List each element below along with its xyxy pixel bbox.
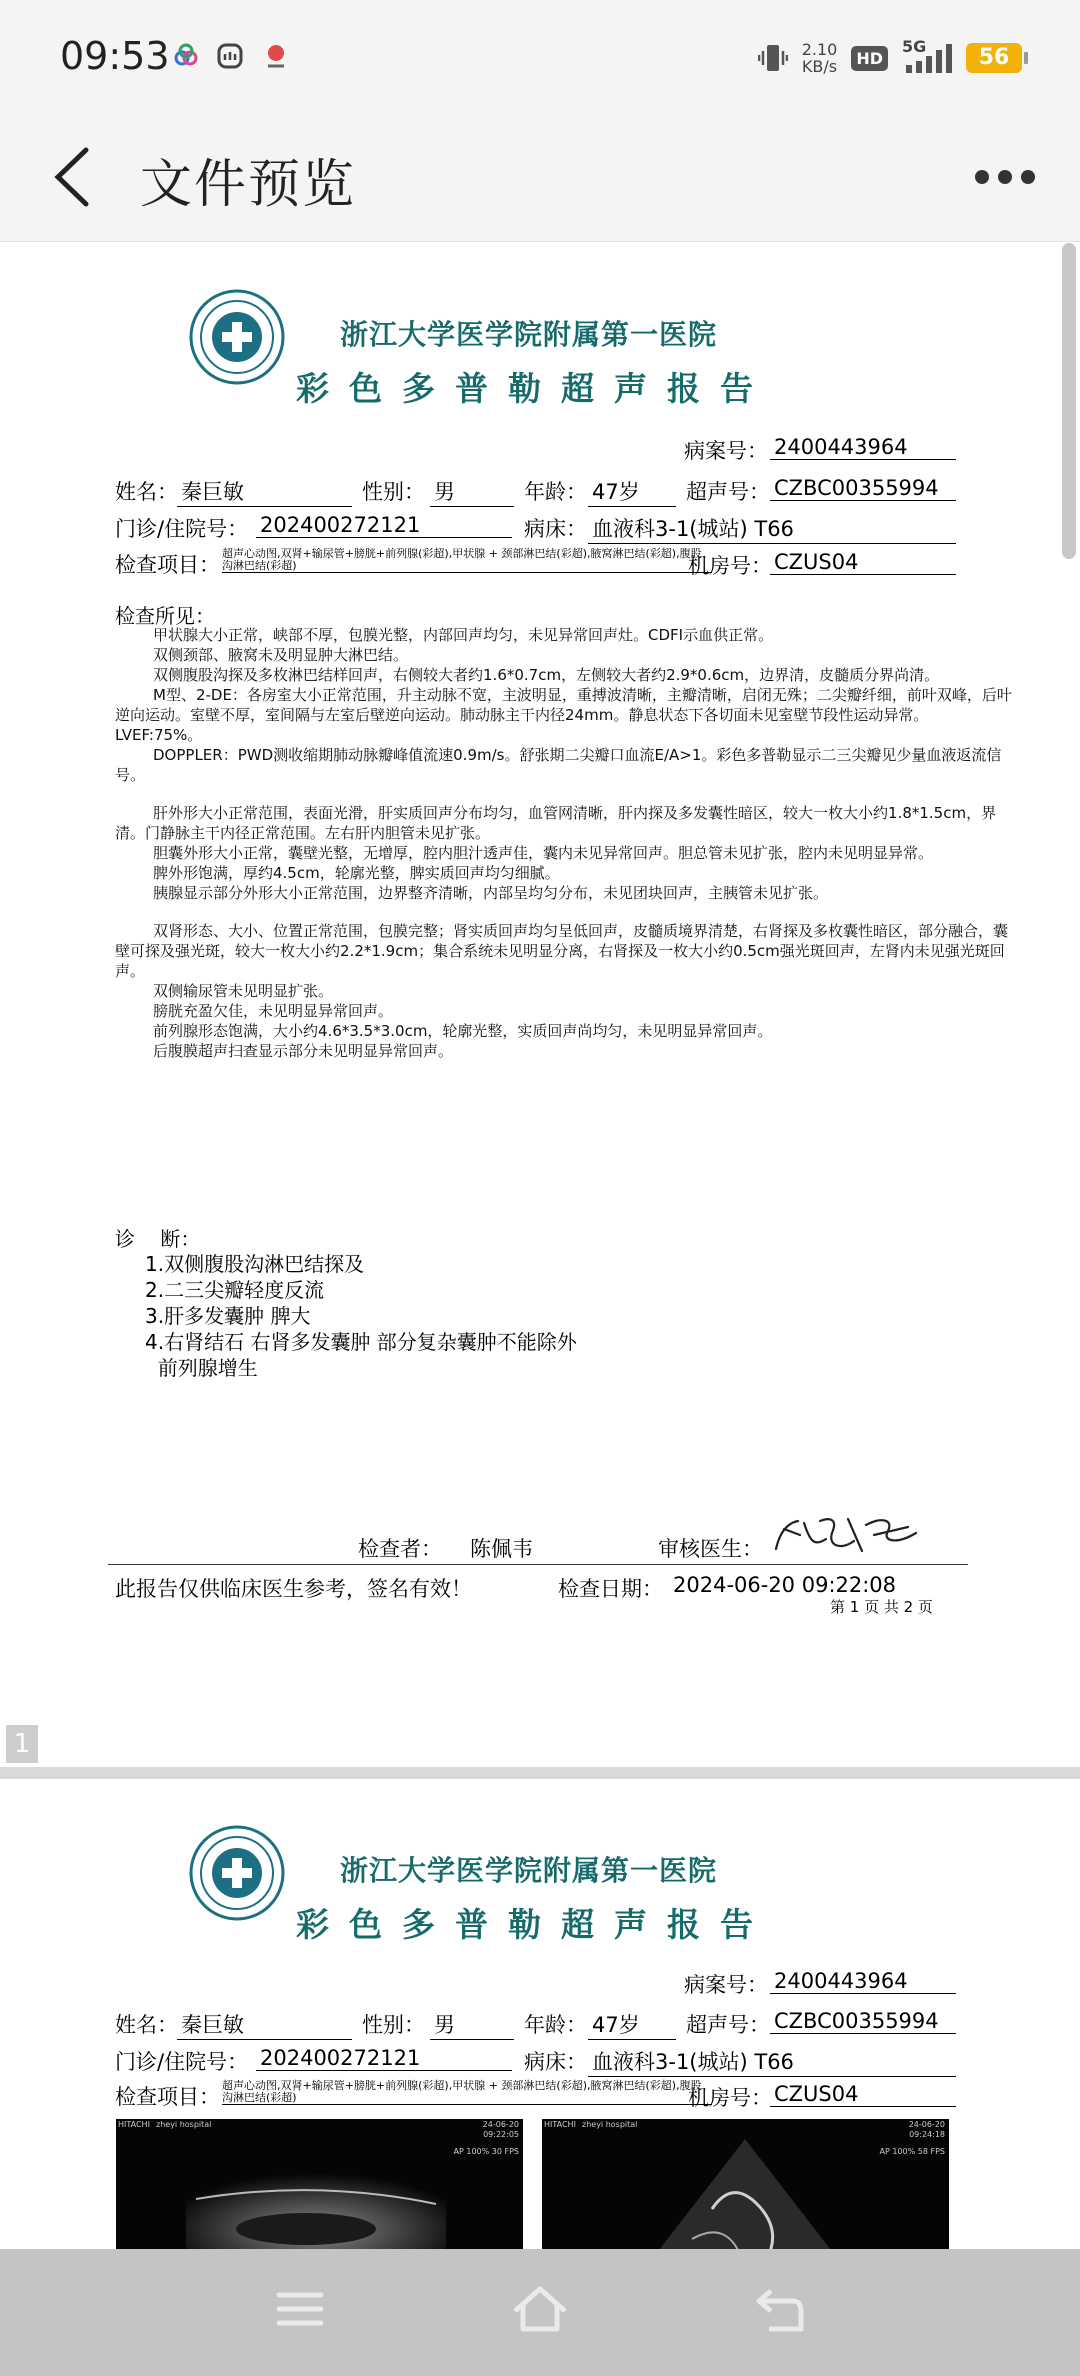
- vibrate-icon: [758, 41, 788, 75]
- home-nav-button[interactable]: [505, 2279, 575, 2339]
- us-no-value: CZBC00355994: [770, 476, 956, 501]
- exam-date-label: 检查日期：: [558, 1577, 663, 1601]
- reviewer-label: 审核医生：: [658, 1537, 763, 1561]
- exam-date-value: 2024-06-20 09:22:08: [673, 1573, 897, 1597]
- diagnosis-item: 前列腺增生: [145, 1356, 258, 1380]
- findings-paragraph: 前列腺形态饱满，大小约4.6*3.5*3.0cm，轮廓光整，实质回声尚均匀，未见明显异常回声。: [153, 1022, 773, 1040]
- findings-paragraph: DOPPLER：PWD测收缩期肺动脉瓣峰值流速0.9m/s。舒张期二尖瓣口血流E/A>1。彩色多普勒显示二三尖瓣见少量血液返流信号。: [115, 746, 1002, 784]
- items-label: 检查项目：: [115, 2085, 220, 2109]
- report-page-2: [0, 1779, 1080, 2249]
- page-separator: [0, 1767, 1080, 1779]
- gender-value: 男: [430, 2009, 514, 2040]
- age-label: 年龄：: [524, 2013, 587, 2037]
- findings-paragraph: 胆囊外形大小正常，囊壁光整，无增厚，腔内胆汁透声佳，囊内未见异常回声。胆总管未见扩张，腔内未见明显异常。: [153, 844, 934, 862]
- findings-paragraph: 双侧颈部、腋窝未及明显肿大淋巴结。: [153, 646, 409, 664]
- gender-label: 性别：: [362, 2013, 425, 2037]
- menu-nav-button[interactable]: [265, 2279, 335, 2339]
- findings-paragraph: 双肾形态、大小、位置正常范围，包膜完整；肾实质回声均匀呈低回声，皮髓质境界清楚，右肾探及多枚囊性暗区，部分融合，囊壁可探及强光斑，较大一枚大小约2.2*1.9cm；集合系统未见明显分离，右肾探及一枚大小约0.5cm强光斑回声，左肾内未见强光斑回声。: [115, 922, 1009, 980]
- bed-value: 血液科3-1(城站) T66: [588, 2046, 956, 2077]
- us-no-label: 超声号：: [686, 480, 770, 504]
- clinic-no-label: 门诊/住院号：: [115, 517, 249, 541]
- age-label: 年龄：: [524, 480, 587, 504]
- notification-app-icon: [172, 42, 200, 70]
- diagnosis-list: [145, 1251, 577, 1381]
- bed-label: 病床：: [524, 517, 587, 541]
- us1-time: 09:22:05: [483, 2130, 519, 2139]
- name-value: 秦巨敏: [177, 2009, 352, 2040]
- location-app-icon: [262, 42, 290, 70]
- items-value: 超声心动图,双肾+输尿管+膀胱+前列腺(彩超),甲状腺 + 颈部淋巴结(彩超),腋窝淋巴结(彩超),腹股沟淋巴结(彩超): [222, 2080, 712, 2105]
- examiner-label: 检查者：: [358, 1537, 442, 1561]
- report-title: 彩色多普勒超声报告: [296, 369, 773, 408]
- diagnosis-item: 3.肝多发囊肿 脾大: [145, 1304, 311, 1328]
- hospital-name: 浙江大学医学院附属第一医院: [340, 1854, 718, 1887]
- signal-label: 5G: [902, 37, 927, 56]
- findings-paragraph: 双侧输尿管未见明显扩张。: [153, 982, 334, 1000]
- room-value: CZUS04: [770, 550, 956, 575]
- back-nav-button[interactable]: [745, 2279, 815, 2339]
- signal-indicator: [902, 37, 952, 75]
- hospital-logo: [188, 288, 286, 386]
- ultrasound-image-1: [116, 2119, 523, 2249]
- net-speed-unit: KB/s: [801, 57, 838, 76]
- room-label: 机房号：: [688, 2086, 772, 2110]
- status-indicators: [758, 38, 1022, 78]
- app-header: [0, 112, 1080, 242]
- hospital-logo: [188, 1824, 286, 1922]
- name-label: 姓名：: [115, 480, 178, 504]
- findings-paragraph: 甲状腺大小正常，峡部不厚，包膜光整，内部回声均匀，未见异常回声灶。CDFI示血供正常。: [153, 626, 774, 644]
- case-no-label: 病案号：: [684, 439, 768, 463]
- document-viewer[interactable]: [0, 243, 1080, 2249]
- name-label: 姓名：: [115, 2013, 178, 2037]
- ultrasound-image-2: [542, 2119, 949, 2249]
- status-bar: [0, 0, 1080, 112]
- findings-paragraph: 肝外形大小正常范围，表面光滑，肝实质回声分布均匀，血管网清晰，肝内探及多发囊性暗区，较大一枚大小约1.8*1.5cm，界清。门静脉主干内径正常范围。左右肝内胆管未见扩张。: [115, 804, 997, 842]
- net-speed-value: 2.10: [801, 40, 838, 59]
- findings-text: [115, 625, 1015, 1061]
- findings-paragraph: 胰腺显示部分外形大小正常范围，边界整齐清晰，内部呈均匀分布，未见团块回声，主胰管未见扩张。: [153, 884, 829, 902]
- bed-label: 病床：: [524, 2050, 587, 2074]
- findings-paragraph: 膀胱充盈欠佳，未见明显异常回声。: [153, 1002, 394, 1020]
- reviewer-signature: [770, 1511, 920, 1557]
- age-value: 47岁: [588, 2009, 676, 2040]
- case-no-value: 2400443964: [770, 1969, 956, 1994]
- back-button[interactable]: [44, 142, 104, 212]
- us-no-value: CZBC00355994: [770, 2009, 956, 2034]
- report-title: 彩色多普勒超声报告: [296, 1905, 773, 1944]
- diagnosis-item: 2.二三尖瓣轻度反流: [145, 1278, 325, 1302]
- us2-date: 24-06-20: [908, 2120, 945, 2129]
- disclaimer-text: 此报告仅供临床医生参考，签名有效！: [115, 1577, 472, 1601]
- findings-paragraph: 后腹膜超声扫查显示部分未见明显异常回声。: [153, 1042, 454, 1060]
- us1-info: AP 100% 30 FPS: [453, 2147, 519, 2156]
- items-label: 检查项目：: [115, 553, 220, 577]
- hd-badge: HD: [851, 46, 888, 71]
- us1-hospital: zheyi hospital: [156, 2120, 212, 2129]
- status-time: 09:53: [60, 34, 170, 78]
- message-app-icon: [216, 42, 244, 70]
- battery-indicator: 56: [966, 43, 1022, 73]
- system-nav-bar: [0, 2249, 1080, 2376]
- network-speed: [802, 41, 838, 75]
- findings-paragraph: 脾外形饱满，厚约4.5cm，轮廓光整，脾实质回声均匀细腻。: [153, 864, 560, 882]
- findings-paragraph: 双侧腹股沟探及多枚淋巴结样回声，右侧较大者约1.6*0.7cm，左侧较大者约2.9*0.6cm，边界清，皮髓质分界尚清。: [153, 666, 940, 684]
- case-no-label: 病案号：: [684, 1973, 768, 1997]
- scrollbar-thumb[interactable]: [1062, 243, 1076, 559]
- signature-divider: [108, 1564, 968, 1565]
- hospital-name: 浙江大学医学院附属第一医院: [340, 318, 718, 351]
- gender-label: 性别：: [362, 480, 425, 504]
- page-info: 第 1 页 共 2 页: [830, 1598, 933, 1616]
- us-no-label: 超声号：: [686, 2013, 770, 2037]
- diagnosis-label: 诊 断：: [115, 1227, 201, 1251]
- page-title: 文件预览: [140, 155, 357, 215]
- us1-date: 24-06-20: [482, 2120, 519, 2129]
- clinic-no-label: 门诊/住院号：: [115, 2050, 249, 2074]
- report-page-1: [0, 243, 1080, 1767]
- name-value: 秦巨敏: [177, 476, 352, 507]
- page-index-indicator: 1: [6, 1725, 38, 1763]
- findings-gap: [115, 903, 1015, 921]
- gender-value: 男: [430, 476, 514, 507]
- us1-scan: [116, 2119, 523, 2249]
- diagnosis-item: 4.右肾结石 右肾多发囊肿 部分复杂囊肿不能除外: [145, 1330, 577, 1354]
- us2-info: AP 100% 58 FPS: [879, 2147, 945, 2156]
- room-value: CZUS04: [770, 2082, 956, 2107]
- us2-time: 09:24:18: [909, 2130, 945, 2139]
- case-no-value: 2400443964: [770, 435, 956, 460]
- more-options-button[interactable]: [970, 152, 1040, 202]
- age-value: 47岁: [588, 476, 676, 507]
- findings-label: 检查所见：: [115, 604, 215, 628]
- us1-brand: HITACHI: [118, 2120, 150, 2129]
- clinic-no-value: 202400272121: [256, 513, 512, 538]
- clinic-no-value: 202400272121: [256, 2046, 512, 2071]
- findings-paragraph: M型、2-DE：各房室大小正常范围，升主动脉不宽，主波明显，重搏波清晰，主瓣清晰，启闭无殊；二尖瓣纤细，前叶双峰，后叶逆向运动。室壁不厚，室间隔与左室后壁逆向运动。肺动脉主干内径24mm。静息状态下各切面未见室壁节段性运动异常。LVEF:75%。: [115, 686, 1012, 744]
- us2-hospital: zheyi hospital: [582, 2120, 638, 2129]
- us2-brand: HITACHI: [544, 2120, 576, 2129]
- findings-gap: [115, 785, 1015, 803]
- us2-scan: [542, 2119, 949, 2249]
- room-label: 机房号：: [688, 554, 772, 578]
- diagnosis-item: 1.双侧腹股沟淋巴结探及: [145, 1252, 365, 1276]
- bed-value: 血液科3-1(城站) T66: [588, 513, 956, 544]
- examiner-name: 陈佩韦: [470, 1537, 533, 1561]
- items-value: 超声心动图,双肾+输尿管+膀胱+前列腺(彩超),甲状腺 + 颈部淋巴结(彩超),腋窝淋巴结(彩超),腹股沟淋巴结(彩超): [222, 548, 712, 573]
